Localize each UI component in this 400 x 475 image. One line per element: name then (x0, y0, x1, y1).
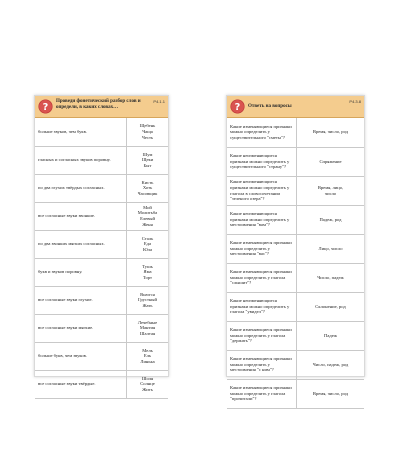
answer-line: Щебень (139, 123, 156, 129)
question-cell: все согласные звуки звонкие. (35, 202, 127, 230)
answer-cell (297, 147, 365, 176)
question-cell: Какие неизменяющиеся признаки можно определить у местоимения "вам"? (227, 205, 297, 234)
answer-cell (297, 292, 365, 321)
answer-line: Тушь (142, 263, 153, 269)
table-row (227, 118, 364, 147)
answer-line: Шалтая (139, 330, 156, 336)
answer-cell (297, 379, 365, 408)
question-circle-icon (230, 99, 245, 114)
left-card-table (35, 118, 168, 399)
table-row (35, 370, 168, 398)
answer-line: Число, падеж (317, 274, 344, 280)
answer-cell (127, 118, 169, 146)
question-cell: Какие изменяющиеся признаки можно определить у местоимения "с ним"? (227, 350, 297, 379)
answer-cell (127, 202, 169, 230)
question-cell: Какие изменяющиеся признаки можно определить у существительного "сметы"? (227, 118, 297, 147)
answer-line: Торт (142, 274, 152, 280)
question-cell: Какие изменяющиеся признаки можно определить у глагола "слышит"? (227, 263, 297, 292)
answer-line: число (324, 190, 337, 196)
question-cell: Какие неизменяющиеся признаки можно определить у глагола "увидел"? (227, 292, 297, 321)
answer-cell (127, 146, 169, 174)
answer-line: Жить (142, 386, 153, 392)
answer-line: Время, лицо, (317, 184, 344, 190)
answer-line: Спряжение (319, 158, 342, 164)
question-cell: больше звуков, чем букв. (35, 118, 127, 146)
answer-line: Еда (143, 241, 152, 247)
answer-line: Часовщик (137, 190, 158, 196)
table-row (227, 147, 364, 176)
table-row (35, 146, 168, 174)
answer-line: Шум (142, 151, 153, 157)
answer-cell (297, 118, 365, 147)
table-row (227, 292, 364, 321)
answer-line: Женя (142, 221, 153, 227)
answer-line: Число, падеж, род (312, 361, 349, 367)
table-row (35, 230, 168, 258)
answer-line: Жать (142, 302, 153, 308)
answer-line: Честь (141, 134, 154, 140)
answer-cell (297, 234, 365, 263)
answer-line: Время, число, род (312, 390, 349, 396)
answer-line: Ель (143, 353, 152, 359)
answer-cell (297, 350, 365, 379)
answer-line: Линька (140, 358, 155, 364)
table-row (227, 176, 364, 205)
table-row (35, 258, 168, 286)
answer-line: Падеж, род (319, 216, 342, 222)
left-card (34, 95, 169, 392)
question-cell: все согласные звуки твёрдые. (35, 370, 127, 398)
answer-cell (127, 230, 169, 258)
question-circle-icon (38, 99, 53, 114)
answer-cell (297, 205, 365, 234)
left-card-title: Проведи фонетический разбор слов и определи, в каких словах… (56, 99, 141, 110)
table-row (227, 263, 364, 292)
table-row (227, 350, 364, 379)
table-row (35, 342, 168, 370)
answer-line: Лечебные (137, 319, 158, 325)
question-cell: все согласные звуки глухие. (35, 286, 127, 314)
question-cell: Какие изменяющиеся признаки можно определить у глагола "прочитали"? (227, 379, 297, 408)
table-row (227, 321, 364, 350)
answer-cell (127, 286, 169, 314)
answer-line: Мантия (139, 325, 156, 331)
answer-line: Шоля (141, 375, 154, 381)
right-card-title: Ответь на вопросы (248, 104, 292, 109)
right-card-header (227, 96, 364, 118)
question-cell: гласных и согласных звуков поровну. (35, 146, 127, 174)
answer-line: Сталь (141, 235, 154, 241)
table-row (35, 314, 168, 342)
answer-line: Солнце (140, 381, 155, 387)
question-cell: Какие изменяющиеся признаки можно определить у местоимения "вас"? (227, 234, 297, 263)
table-row (227, 379, 364, 408)
question-cell: букв и звуков поровну. (35, 258, 127, 286)
answer-line: Хоть (142, 185, 153, 191)
svg-text:?: ? (234, 101, 241, 113)
answer-line: Щеки (141, 157, 154, 163)
table-row (227, 234, 364, 263)
question-cell: по два глухих твёрдых согласных. (35, 174, 127, 202)
svg-text:?: ? (42, 101, 49, 113)
table-row (35, 202, 168, 230)
right-card (226, 95, 365, 402)
question-cell: Какие изменяющиеся признаки можно определить у глагола "держать"? (227, 321, 297, 350)
answer-line: Мель (142, 347, 153, 353)
question-cell: больше букв, чем звуков. (35, 342, 127, 370)
answer-line: Быт (143, 162, 152, 168)
table-row (35, 118, 168, 146)
answer-line: Елевый (140, 216, 155, 221)
answer-line: Лицо, число (318, 245, 343, 251)
answer-cell (297, 176, 365, 205)
answer-cell (127, 258, 169, 286)
table-row (227, 205, 364, 234)
left-card-code: Р4.1.1 (153, 99, 165, 104)
answer-line: Кисть (141, 179, 154, 185)
answer-line: Склонение, род (315, 303, 346, 309)
answer-line: Время, число, род (312, 129, 349, 135)
answer-line: Мой (143, 204, 152, 210)
answer-line: Чаща (142, 128, 153, 134)
right-card-table (227, 118, 364, 409)
table-row (35, 286, 168, 314)
question-cell: Какие неизменяющиеся признаки можно определить у глагола в словосочетании "зеленого озера"? (227, 176, 297, 205)
question-cell: все согласные звуки мягкие. (35, 314, 127, 342)
question-cell: Какие неизменяющиеся признаки можно определить у существительного "страну"? (227, 147, 297, 176)
answer-cell (127, 314, 169, 342)
answer-line: Падеж (324, 332, 337, 338)
answer-line: Грустный (138, 297, 157, 303)
answer-line: Яма (143, 269, 152, 275)
left-card-header (35, 96, 168, 118)
answer-cell (127, 174, 169, 202)
answer-line: Молитьба (137, 210, 158, 216)
right-card-code: Р4.3.8 (349, 99, 361, 104)
question-cell: по два звонких мягких согласных. (35, 230, 127, 258)
answer-cell (127, 370, 169, 398)
answer-cell (297, 321, 365, 350)
answer-line: Юла (143, 246, 152, 252)
answer-cell (127, 342, 169, 370)
answer-cell (297, 263, 365, 292)
answer-line: Вьюгся (140, 291, 155, 297)
table-row (35, 174, 168, 202)
